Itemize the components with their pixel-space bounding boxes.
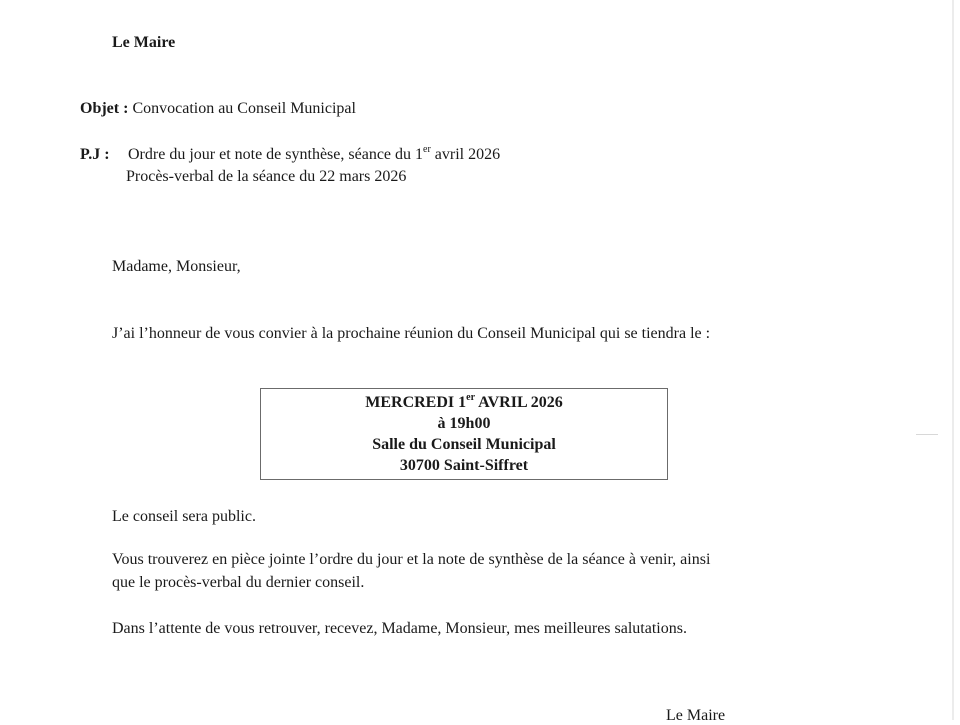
attachments-paragraph-line2: que le procès-verbal du dernier conseil. bbox=[112, 574, 365, 591]
attachments-label: P.J : bbox=[80, 146, 110, 163]
attachment-agenda-sup: er bbox=[423, 143, 431, 155]
attachment-agenda-tail: avril 2026 bbox=[430, 146, 501, 163]
salutation: Madame, Monsieur, bbox=[112, 258, 241, 275]
meeting-date-tail: AVRIL 2026 bbox=[475, 394, 563, 411]
meeting-time: à 19h00 bbox=[437, 415, 491, 432]
scan-edge bbox=[952, 0, 954, 720]
sender-title: Le Maire bbox=[112, 34, 176, 51]
subject-text: Convocation au Conseil Municipal bbox=[132, 100, 356, 117]
intro-paragraph: J’ai l’honneur de vous convier à la prochaine réunion du Conseil Municipal qui se tiendra le : bbox=[112, 325, 711, 342]
subject-line bbox=[80, 100, 356, 118]
attachments-paragraph-line1: Vous trouverez en pièce jointe l’ordre du jour et la note de synthèse de la séance à venir, ainsi bbox=[112, 551, 711, 568]
meeting-date-text: MERCREDI 1 bbox=[365, 394, 467, 411]
attachment-item-agenda bbox=[128, 143, 501, 164]
closing-paragraph: Dans l’attente de vous retrouver, recevez, Madame, Monsieur, mes meilleures salutations. bbox=[112, 620, 687, 637]
meeting-date-sup: er bbox=[466, 391, 476, 403]
public-note: Le conseil sera public. bbox=[112, 508, 256, 525]
meeting-town: 30700 Saint-Siffret bbox=[399, 457, 529, 474]
meeting-date bbox=[261, 392, 667, 413]
meeting-details-box bbox=[260, 388, 668, 480]
signature-title: Le Maire bbox=[666, 707, 726, 724]
attachment-item-minutes: Procès-verbal de la séance du 22 mars 2026 bbox=[126, 168, 407, 185]
meeting-venue: Salle du Conseil Municipal bbox=[372, 436, 556, 453]
subject-label: Objet : bbox=[80, 100, 129, 117]
attachment-agenda-text: Ordre du jour et note de synthèse, séance du 1 bbox=[128, 146, 424, 163]
scan-mark bbox=[916, 434, 938, 435]
